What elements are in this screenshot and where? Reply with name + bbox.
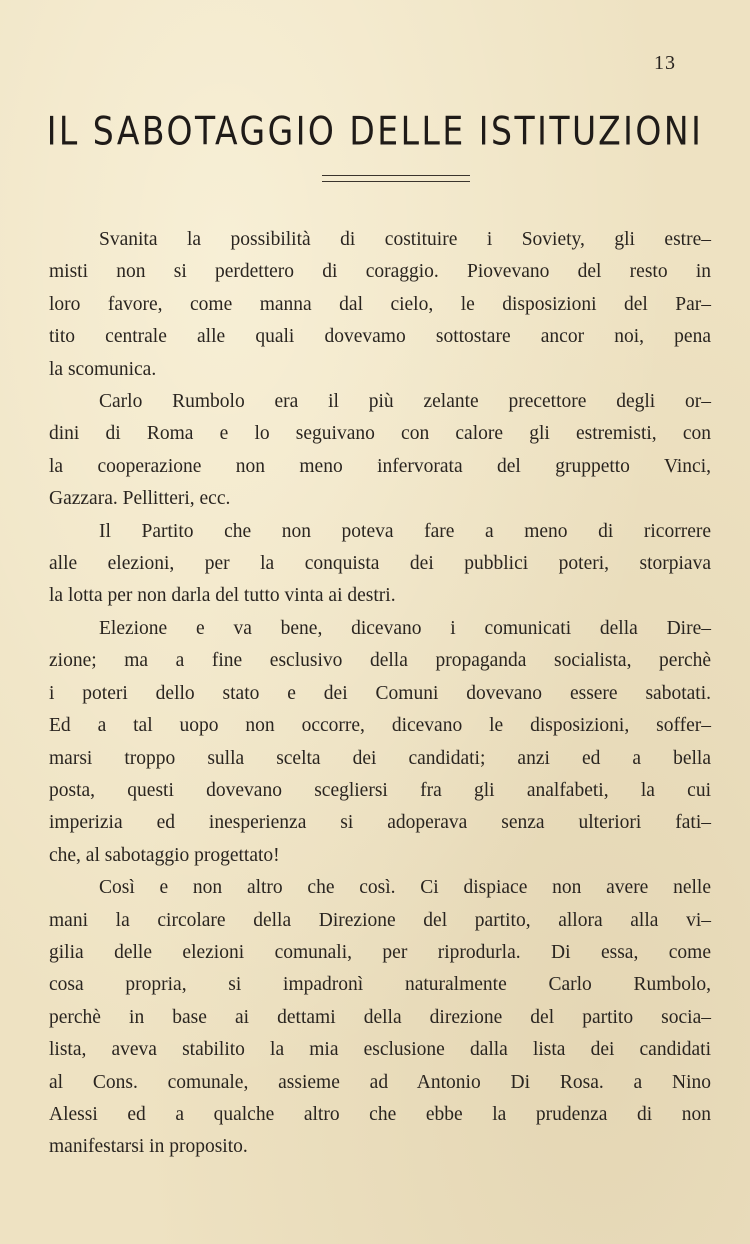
- title-divider-bottom: [322, 181, 470, 182]
- paragraph-5: [49, 872, 711, 1164]
- paragraph-4: [49, 613, 711, 872]
- text-line: perchè in base ai dettami della direzione del partito socia–: [49, 1006, 711, 1028]
- text-line: dini di Roma e lo seguivano con calore gli estremisti, con: [49, 423, 711, 445]
- text-line: la scomunica.: [49, 358, 157, 380]
- text-line: manifestarsi in proposito.: [49, 1136, 248, 1158]
- paragraph-1: [49, 224, 711, 386]
- title-divider-top: [322, 175, 470, 176]
- paragraph-3: [49, 516, 711, 613]
- text-line: al Cons. comunale, assieme ad Antonio Di Rosa. a Nino: [49, 1071, 711, 1093]
- text-line: la lotta per non darla del tutto vinta ai destri.: [49, 585, 396, 607]
- text-line: Alessi ed a qualche altro che ebbe la prudenza di non: [49, 1103, 711, 1125]
- text-line: Svanita la possibilità di costituire i Soviety, gli estre–: [99, 229, 711, 250]
- text-line: marsi troppo sulla scelta dei candidati; anzi ed a bella: [49, 747, 711, 769]
- body-text: [49, 224, 711, 1164]
- text-line: posta, questi dovevano scegliersi fra gli analfabeti, la cui: [49, 779, 711, 801]
- text-line: Carlo Rumbolo era il più zelante precettore degli or–: [99, 391, 711, 413]
- text-line: alle elezioni, per la conquista dei pubblici poteri, storpiava: [49, 553, 711, 575]
- text-line: misti non si perdettero di coraggio. Piovevano del resto in: [49, 261, 711, 283]
- text-line: la cooperazione non meno infervorata del gruppetto Vinci,: [49, 455, 711, 477]
- text-line: mani la circolare della Direzione del partito, allora alla vi–: [49, 909, 711, 931]
- text-line: che, al sabotaggio progettato!: [49, 844, 280, 866]
- text-line: Ed a tal uopo non occorre, dicevano le disposizioni, soffer–: [49, 715, 711, 737]
- text-line: zione; ma a fine esclusivo della propaganda socialista, perchè: [49, 650, 711, 672]
- page-number: 13: [654, 52, 676, 74]
- text-line: lista, aveva stabilito la mia esclusione dalla lista dei candidati: [49, 1039, 711, 1061]
- text-line: Il Partito che non poteva fare a meno di ricorrere: [99, 520, 711, 542]
- text-line: cosa propria, si impadronì naturalmente Carlo Rumbolo,: [49, 974, 711, 996]
- text-line: gilia delle elezioni comunali, per riprodurla. Di essa, come: [49, 941, 711, 963]
- text-line: imperizia ed inesperienza si adoperava senza ulteriori fati–: [49, 812, 711, 834]
- paragraph-2: [49, 386, 711, 516]
- text-line: Gazzara. Pellitteri, ecc.: [49, 488, 231, 510]
- text-line: loro favore, come manna dal cielo, le disposizioni del Par–: [49, 293, 711, 315]
- text-line: tito centrale alle quali dovevamo sottostare ancor noi, pena: [49, 326, 711, 348]
- text-line: Elezione e va bene, dicevano i comunicati della Dire–: [99, 617, 711, 639]
- chapter-title: IL SABOTAGGIO DELLE ISTITUZIONI: [46, 108, 704, 155]
- text-line: Così e non altro che così. Ci dispiace non avere nelle: [99, 877, 711, 899]
- text-line: i poteri dello stato e dei Comuni dovevano essere sabotati.: [49, 682, 711, 704]
